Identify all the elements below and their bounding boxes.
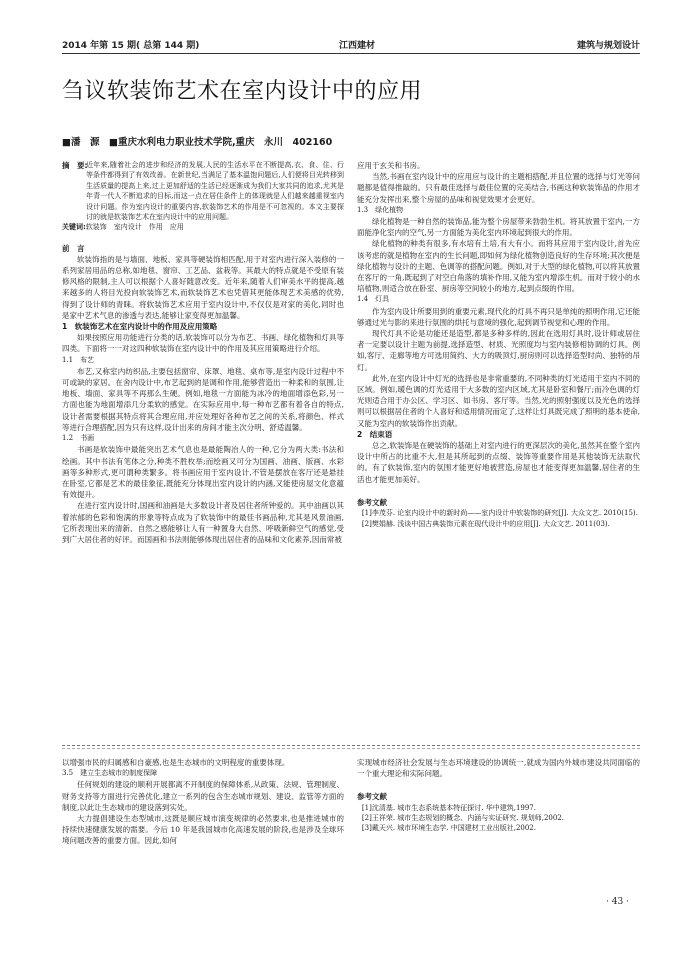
keywords [62,222,344,233]
journal-name: 江西建材 [339,41,376,51]
heading-3-5: 3.5 建立生态城市的制度保障 [62,769,158,778]
author-line: ■潘 源 ■重庆水利电力职业技术学院,重庆 永川 402160 [62,137,333,148]
page-number: · 43 · [606,897,629,907]
issue-info: 2014 年第 15 期( 总第 144 期) [62,41,200,51]
heading-1-3: 1.3 绿化植物 [357,205,404,214]
heading-section-2: 2 结束语 [357,429,393,439]
right-column [357,160,640,529]
references-heading: 参考文献 [357,792,387,802]
paragraph: 绿化植物是一种自然的装饰品,能为整个房屋带来勃勃生机。将其放置于室内,一方面能净化室内的空气,另一方面能为美化室内环境起到很大的作用。 [357,217,640,238]
header-rule [62,53,640,54]
paragraph: 布艺,又称室内纺织品,主要包括窗帘、床罩、地毯、桌布等,是室内设计过程中不可或缺的家居。在舍内设计中,布艺起到的是调和作用,能够营造出一种柔和的氛围,让地板、墙面、家具等不再那么生硬。例如,地毯一方面能为冰冷的地面增添色彩,另一方面也能为地面增添几分柔软的感觉。在实际应用中,每一种布艺都有着各自的特点,设计者需要根据其特点将其合理应用,并应处理好各种布艺之间的关系,将颜色、样式等进行合理搭配,因为只有这样,设计出来的房间才能主次分明、舒适温馨。 [62,366,344,432]
running-header [62,38,640,52]
reference-item: [1]沈清基. 城市生态系统基本特征探讨. 华中建筑,1997. [361,803,536,812]
keywords-label: 关键词: [62,223,86,232]
paragraph: 软装饰指的是与墙面、地板、家具等硬装饰相匹配,用于对室内进行深入装修的一系列家居用品的总称,如地毯、窗帘、工艺品、盆栽等。其最大的特点就是不受原有装修风格的限制,主人可以根据个人喜好随意改变。近年来,随着人们审美水平的提高,越来越多的人将目光投向软装饰艺术,而软装饰艺术也凭借其更能体现艺术美感的优势,得到了设计师的青睐。将软装饰艺术应用于室内设计中,不仅仅是对家的美化,同时也是家中艺术气息的渗透与表达,能够让家变得更加温馨。 [62,254,344,320]
heading-1-4: 1.4 灯具 [357,295,390,304]
reference-item: [3]戴天兴. 城市环境生态学. 中国建材工业出版社,2002. [361,824,536,833]
abstract-label: 摘 要: [62,161,88,170]
paragraph: 此外,在室内设计中灯光的选择也是非常重要的,不同种类的灯光适用于室内不同的区域。例如,暖色调的灯光适用于大多数的室内区域,尤其是卧室和餐厅;而冷色调的灯光则适合用于办公区、学习区、如书房、客厅等。当然,光的照射强度以及光色的选择则可以根据居住者的个人喜好和适用情况而定了,这样让灯具既完成了照明的基本使命,又能为室内的软装饰作出贡献。 [357,373,640,428]
heading-1-1: 1.1 布艺 [62,355,95,364]
paragraph: 绿化植物的种类有很多,有水培有土培,有大有小。而将其应用于室内设计,首先应该考虑的就是植物在室内的生长问题,即如何为绿化植物创造良好的生存环境;其次便是绿化植物与设计的主题、色调等的搭配问题。例如,对于大型的绿化植物,可以将其放置在客厅的一角,既起到了对空白角落的填补作用,又能为室内增添生机。而对于较小的水培植物,则适合放在卧室、厨房等空间较小的地方,起到点缀的作用。 [357,239,640,294]
article-separator [62,748,640,749]
article-separator [62,745,640,746]
reference-item: [2]樊娟赫. 浅谈中国古典装饰元素在现代设计中的应用[J]. 大众文艺. 2011(03). [361,519,610,528]
paragraph: 总之,软装饰是在硬装饰的基础上对室内进行的更深层次的美化,虽然其在整个室内设计中所占的比重不大,但是其所起到的点缀、装饰等重要作用是其他装饰无法取代的。有了软装饰,室内的氛围才能更好地被营造,房屋也才能变得更加温馨,居住者的生活也才能更加美好。 [357,441,640,484]
abstract-text: 近年来,随着社会的进步和经济的发展,人民的生活水平在不断提高,衣、食、住、行等条件都得到了有效改善。在新世纪,当满足了基本温饱问题后,人们便将目光转移到生活质量的提高上来,过上更加舒适的生活已经逐渐成为我们大家共同的追求,尤其是年青一代人不断追求的目标,而这一点在居住条件上的体现就是人们越来越重视室内设计问题。作为室内设计的重要内容,软装饰艺术的作用是不可忽视的。本文主要探讨的就是软装饰艺术在室内设计中的应用问题。 [86,161,344,222]
reference-item: [1]李茂芬. 论室内设计中的新时尚——室内设计中软装饰的研究[J]. 大众文艺. 2010(15). [361,509,638,518]
paragraph: 任何规划的建设的顺利开展都离不开制度的保障体系,从政策、法规、管理制度、财务支持等方面进行完善优化,建立一系列的包含生态城市规划、建设、监管等方面的制度,以此让生态城市的建设落到实处。 [62,780,344,812]
heading-intro: 前 言 [62,243,85,253]
paragraph: 在进行室内设计时,国画和油画是大多数设计者及居住者所钟爱的。其中油画以其着浓郁的色彩和饱满的形象等特点成为了软装饰中的最佳书画品种,尤其是风景油画,它所表现出来的清新、自然之感能够让人有一种置身大自然、呼吸新鲜空气的感觉,受到广大居住者的好评。而国画和书法则能够体现出居住者的品味和文化素养,因而常被 [62,501,344,544]
left-column [62,160,344,545]
heading-section-1: 1 软装饰艺术在室内设计中的作用及应用策略 [62,322,218,332]
paragraph: 如果按照应用功能进行分类的话,软装饰可以分为布艺、书画、绿化植物和灯具等四类。下面将一一对这四种软装饰在室内设计中的作用及其应用策略进行介绍。 [62,333,344,354]
paragraph: 当然,书画在室内设计中的应用应与设计的主题相搭配,并且位置的选择与灯光等问题都是值得推敲的。只有最佳选择与最佳位置的完美结合,书画这种软装饰品的作用才能充分发挥出来,整个房屋的品味和视觉效果才会更好。 [357,172,640,204]
references-heading: 参考文献 [357,497,387,507]
paragraph: 应用于玄关和书房。 [357,161,425,170]
paragraph: 作为室内设计所要用到的重要元素,现代化的灯具不再只是单纯的照明作用,它还能够通过光与影的来进行氛围的烘托与意境的强化,起到调节视觉和心理的作用。 [357,306,640,327]
paragraph: 书画是软装饰中最能突出艺术气息也是最能陶冶人的一种,它分为两大类:书法和绘画。其中书法有笔体之分,种类不胜枚举;而绘画又可分为国画、油画、版画、水彩画等多种形式,更可谓种类繁多。将书画应用于室内设计,不管是摆放在客厅还是悬挂在卧室,它都是艺术的最佳象征,既能充分体现出室内设计的内涵,又能使房屋文化意蕴有效提升。 [62,445,344,500]
reference-item: [2]王祥荣. 城市生态规划的概念、内涵与实证研究. 规划师,2002. [361,814,564,823]
bottom-left-column [62,757,344,847]
abstract [62,160,344,222]
paragraph: 以增强市民的归属感和自豪感,也是生态城市的文明程度的重要体现。 [62,758,290,767]
paragraph: 实现城市经济社会发展与生态环境建设的协调统一,就成为国内外城市建设共同面临的一个重大理论和实际问题。 [357,758,640,779]
bottom-right-column [357,757,640,834]
paragraph: 大力提倡建设生态型城市,这既是顺应城市演变规律的必然要求,也是推进城市的持续快速健康发展的需要。今后 10 年是我国城市化高速发展的阶段,也是涉及全球环境问题改善的重要方面。因此,如何 [62,814,344,846]
heading-1-2: 1.2 书画 [62,434,95,443]
article-title: 刍议软装饰艺术在室内设计中的应用 [62,79,423,104]
paragraph: 现代灯具不论是功能还是造型,都是多种多样的,因此在选用灯具时,设计师或居住者一定要以设计主题为前提,选择造型、材质、光照度均与室内装修相协调的灯具。例如,客厅、走廊等地方可选用简约、大方的吸顶灯,厨房则可以选择造型时尚、独特的吊灯。 [357,329,640,372]
section-name: 建筑与规划设计 [576,41,640,51]
keywords-text: 软装饰 室内设计 作用 应用 [85,223,184,232]
